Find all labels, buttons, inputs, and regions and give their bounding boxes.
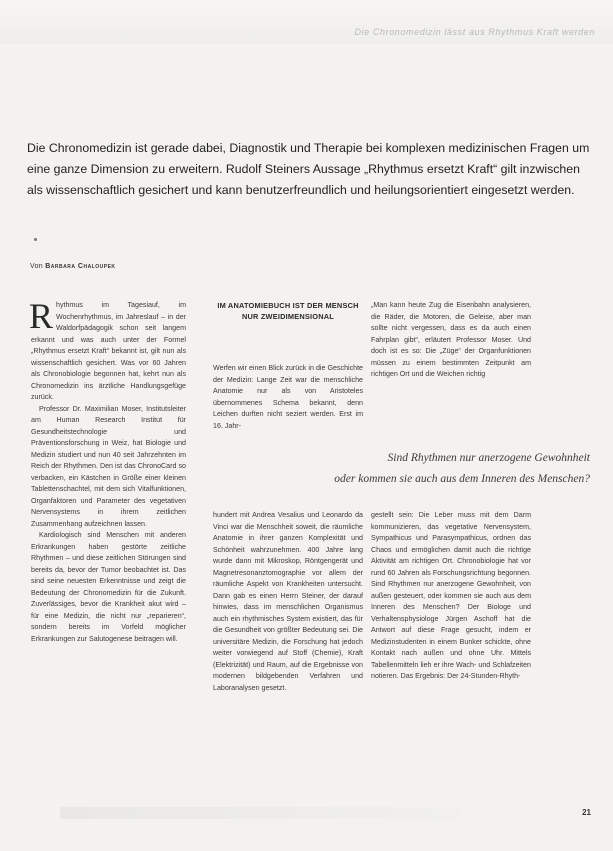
byline-prefix: Von (30, 263, 43, 270)
column-2-top: Werfen wir einen Blick zurück in die Geschichte der Medizin: Lange Zeit war die menschliche Anatomie nur als von Aristoteles übernommenes Schema bekannt, denn Leichen durften nicht seziert werden. Erst im 16. Jahr- (213, 364, 363, 430)
section-subhead: IM ANATOMIEBUCH IST DER MENSCH NUR ZWEIDIMENSIONAL (217, 301, 359, 321)
pull-quote-line-2: oder kommen sie auch aus dem Inneren des Menschen? (334, 473, 590, 485)
dropcap: R (29, 296, 54, 336)
column-2-bottom: hundert mit Andrea Vesalius und Leonardo da Vinci war die Menschheit soweit, die räumliche Anatomie in ihrer ganzen Komplexität und Schönheit wahrzunehmen. 400 Jahre lang wurde dann mit Mikroskop, Röntgengerät und Magnetresonanztomographie vor allem der räumliche Aspekt von Krankheiten untersucht. Dann gab es einen Herrn Steiner, der darauf hinwies, dass im menschlichen Organismus auch ein rhythmisches System existiert, das für die Gesundheit von größter Bedeutung sei. Die universitäre Medizin, die Forschung hat jedoch weiter vorwiegend auf Stoff (Chemie), Kraft (Elektrizität) und Raum, auf die Ergebnisse von modernen bildgebenden Verfahren und Laboranalysen gesetzt. (213, 511, 363, 692)
running-head: Die Chronomedizin lässt aus Rhythmus Kraft werden (354, 27, 595, 37)
column-1-text-1: hythmus im Tagesiauf, im Wochenrhythmus, im Jahreslauf – in der Waldorfpädagogik schon seit langem erkannt und was auch unter der Formel „Rhythmus ersetzt Kraft“ bekannt ist, gilt nun als wissenschaftlich gesichert. Was vor 60 Jahren als Chronobiologie begonnen hat, kehrt nun als Chronomedizin ins ärztliche Handlungsgefüge zurück. (31, 301, 186, 401)
header-band (0, 0, 613, 44)
column-1-paragraph-2: Professor Dr. Maximilian Moser, Institutsleiter am Human Research Institut für Gesundheitstechnologie und Präventionsforschung in Weiz, hat Biologie und Medizin studiert und nun 40 seit Jahrzehnten im Reich der Rhythmen. Den ist das ChronoCard so verbacken, ein Kästchen in Größe einer kleinen Tablettenschachtel, mit dem sich Vitalfunktionen, Organfaktoren und Parameter des vegetativen Nervensystems in ihrem zeitlichen Zusammenhang aufzeichnen lassen. (31, 404, 186, 528)
byline (30, 263, 116, 270)
bullet-dot (34, 238, 37, 241)
lead-paragraph: Die Chronomedizin ist gerade dabei, Diagnostik und Therapie bei komplexen medizinischen Fragen um eine ganze Dimension zu erweitern. Rudolf Steiners Aussage „Rhythmus ersetzt Kraft“ gilt inzwischen als wissenschaftlich gesichert und kann benutzerfreundlich und heilungsorientiert eingesetzt werden. (27, 141, 590, 197)
column-3-bottom: gestellt sein: Die Leber muss mit dem Darm kommunizieren, das vegetative Nervensystem, Sympathicus und Parasympathicus, ordnen das Chaos und ermöglichen damit auch die richtige Aktivität am richtigen Ort. Chronobiologie hat vor rund 60 Jahren als Forschungsrichtung begonnen. Sind Rhythmen nur anerzogene Gewohnheit, von außen gesteuert, oder kommen sie auch aus dem Inneren des Menschen? Der Biologe und Verhaltensphysiologe Jürgen Aschoff hat die Antwort auf diese Frage gesucht, indem er Medizinstudenten in einem Bunker schickte, ohne Kontakt nach außen und ohne Uhr. Mittels Tabellenmitteln lieh er ihre Wach- und Schlafzeiten notieren. Das Ergebnis: Der 24-Stunden-Rhyth- (371, 511, 531, 680)
page-number: 21 (582, 808, 591, 817)
column-3-top: „Man kann heute Zug die Eisenbahn analysieren, die Räder, die Motoren, die Geleise, aber man sollte nicht vergessen, dass es da auch einen Fahrplan gibt“, erläutert Professor Moser. Und doch ist es so: Die „Züge“ der Organfunktionen müssen zu einem bestimmten Zeitpunkt am richtigen Ort und die Weichen richtig (371, 301, 531, 378)
byline-author: Barbara Chaloupek (45, 263, 116, 270)
column-1-paragraph-3: Kardiologisch sind Menschen mit anderen Erkrankungen haben gestörte zeitliche Rhythmen – und diese zeitlichen Störungen sind bereits da, bevor der Tumor beobachtet ist. Das sind seine neuesten Erkenntnisse und zeigt die Bedeutung der Chronomedizin für die Zukunft. Zuverlässiges, bevor die Krankheit akut wird – für eine Medizin, die nicht nur „reparieren“, sondern bereits im Vorfeld möglicher Erkrankungen zur Salutogenese beitragen will. (31, 531, 186, 643)
column-1-paragraph-1 (29, 296, 186, 404)
pull-quote-line-1: Sind Rhythmen nur anerzogene Gewohnheit (387, 452, 590, 464)
footer-strip (60, 807, 460, 819)
pull-quote (260, 448, 590, 490)
column-1 (29, 296, 186, 645)
